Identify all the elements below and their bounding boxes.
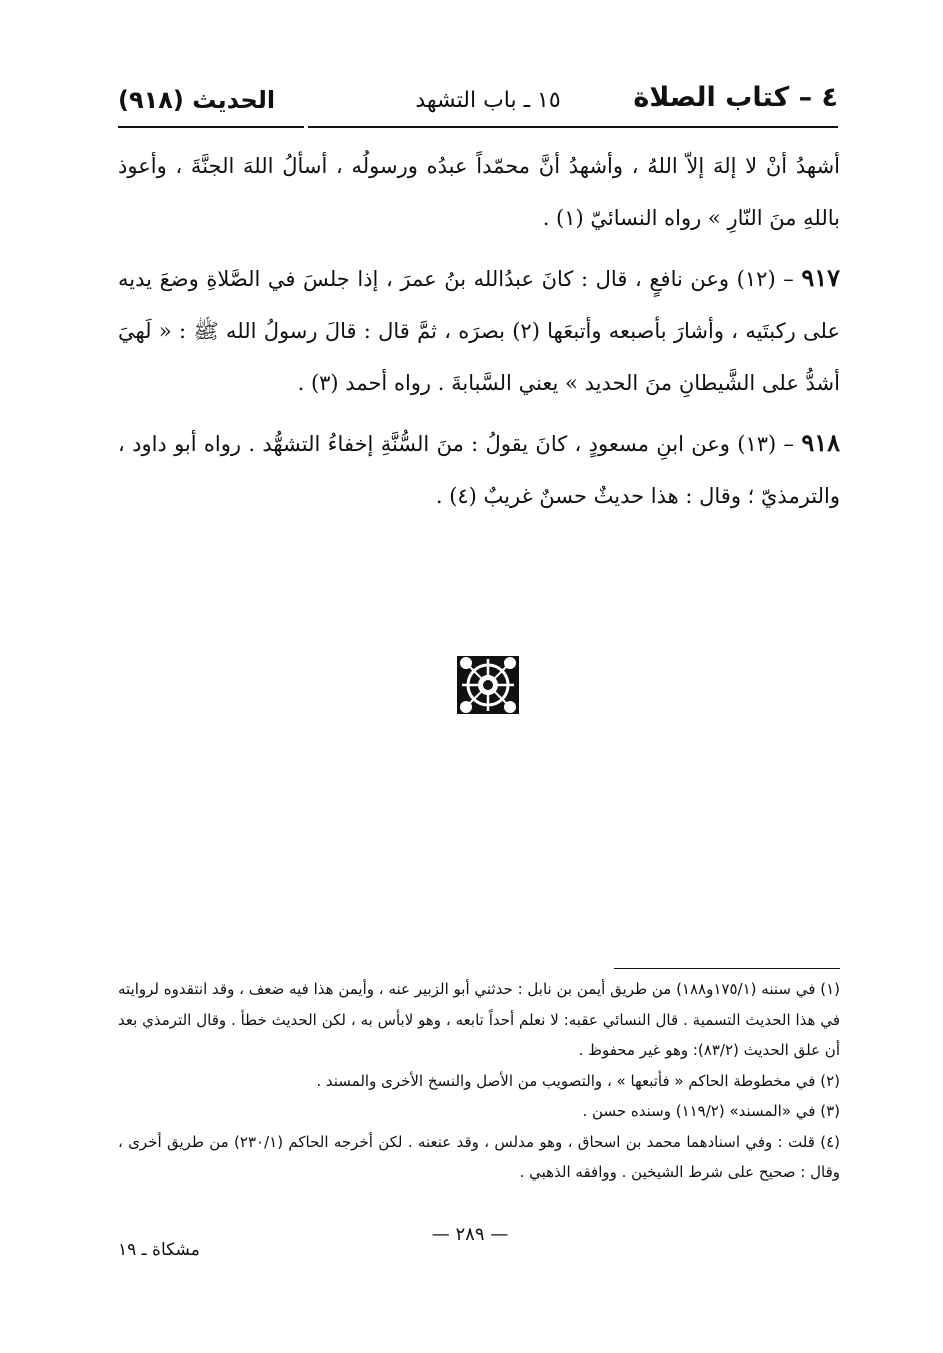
hadith-range: الحديث (٩١٨): [118, 86, 276, 114]
printer-signature: مشكاة ـ ١٩: [118, 1240, 200, 1260]
footnote-1: (١) في سننه (١٧٥/١و١٨٨) من طريق أيمن بن نابل : حدثني أبو الزبير عنه ، وأيمن هذا فيه ضعف ، وقد انتقدوه لروايته في هذا الحديث التسمية . قال النسائي عقبه: لا نعلم أحداً تابعه ، وهو لابأس به ، لكن الحديث خطأ . وقال الترمذي بعد أن علق الحديث (٨٣/٢): وهو غير محفوظ .: [118, 980, 840, 1059]
running-header: [118, 82, 838, 126]
hadith-number: ٩١٧: [801, 263, 841, 292]
paragraph-text: – (١٢) وعن نافعٍ ، قال : كانَ عبدُالله بنُ عمرَ ، إذا جلسَ في الصَّلاةِ وضعَ يديه على ركبتَيه ، وأشارَ بأصبعه وأتبعَها (٢) بصرَه ، ثمَّ قال : قالَ رسولُ الله ﷺ : « لَهيَ أشدُّ على الشَّيطانِ منَ الحديد » يعني السَّبابةَ . رواه أحمد (٣) .: [118, 267, 840, 395]
chapter-title: ٤ – كتاب الصلاة: [633, 82, 838, 113]
footnotes: [118, 974, 840, 1188]
footnote-2: (٢) في مخطوطة الحاكم « فأتبعها » ، والتصويب من الأصل والنسخ الأخرى والمسند .: [316, 1071, 840, 1090]
footnote-4: (٤) قلت : وفي اسنادهما محمد بن اسحاق ، وهو مدلس ، وقد عنعنه . لكن أخرجه الحاكم (٢٣٠/١) من طريق أخرى ، وقال : صحيح على شرط الشيخين . ووافقه الذهبي .: [118, 1132, 840, 1181]
page-number: — ٢٨٩ —: [431, 1224, 509, 1245]
main-text: [118, 140, 840, 530]
floral-ornament-icon: [452, 653, 524, 717]
footnote-3: (٣) في «المسند» (١١٩/٢) وسنده حسن .: [582, 1102, 840, 1120]
hadith-917: [118, 252, 840, 409]
paragraph-text: – (١٣) وعن ابنِ مسعودٍ ، كانَ يقولُ : منَ السُّنَّةِ إخفاءُ التشهُّد . رواه أبو داود ، والترمذيّ ؛ وقال : هذا حديثٌ حسنٌ غريبٌ (٤) .: [118, 432, 840, 508]
header-rule-right: [308, 126, 838, 128]
section-title: ١٥ ـ باب التشهد: [415, 88, 561, 113]
paragraph-continuation: [118, 140, 840, 244]
hadith-918: [118, 417, 840, 522]
header-rule-left: [118, 126, 304, 128]
hadith-number: ٩١٨: [801, 428, 840, 457]
footnote-rule: [614, 968, 840, 969]
paragraph-text: أشهدُ أنْ لا إلهَ إلاّ اللهُ ، وأشهدُ أنَّ محمّداً عبدُه ورسولُه ، أسألُ اللهَ الجنَّةَ ، وأعوذ باللهِ منَ النّارِ » رواه النسائيّ (١) .: [118, 154, 840, 230]
